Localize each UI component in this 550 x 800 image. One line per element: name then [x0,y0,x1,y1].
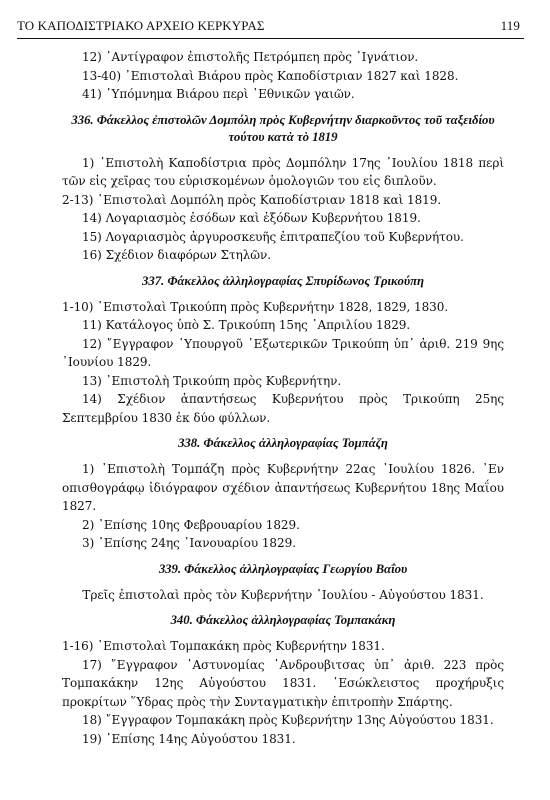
list-item: 11) Κατάλογος ὑπὸ Σ. Τρικούπη 15ης ᾿Απριλίου 1829. [82,318,411,332]
list-item: 15) Λογαριασμὸς ἀργυροσκευῆς ἐπιτραπεζίου τοῦ Κυβερνήτου. [82,229,464,244]
list-item: 12) ῎Εγγραφον ῾Υπουργοῦ ᾿Εξωτερικῶν Τρικούπη ὑπ᾿ ἀριθ. 219 9ης ᾿Ιουνίου 1829. [62,336,504,369]
list-item: 18) ῎Εγγραφον Τομπακάκη πρὸς Κυβερνήτην 13ης Αὐγούστου 1831. [82,713,494,727]
page-number: 119 [500,18,520,33]
list-item: 1-10) ᾿Επιστολαὶ Τρικούπη πρὸς Κυβερνήτην 1828, 1829, 1830. [62,299,449,314]
list-item: 2-13) ᾿Επιστολαὶ Δομπόλη πρὸς Καποδίστριαν 1818 καὶ 1819. [62,192,442,207]
list-item: 19) ᾿Επίσης 14ης Αὐγούστου 1831. [82,731,296,746]
list-item: 16) Σχέδιον διαφόρων Στηλῶν. [82,248,272,262]
folder-heading: 338. Φάκελλος ἀλληλογραφίας Τομπάζη [178,436,388,450]
list-item: 14) Σχέδιον ἀπαντήσεως Κυβερνήτου πρὸς Τρικούπη 25ης Σεπτεμβρίου 1830 ἐκ δύο φύλλων. [62,392,504,425]
list-item: Τρεῖς ἐπιστολαὶ πρὸς τὸν Κυβερνήτην ᾿Ιουλίου - Αὐγούστου 1831. [82,587,484,602]
list-item: 41) ῾Υπόμνημα Βιάρου περὶ ᾿Εθνικῶν γαιῶν. [82,87,355,101]
running-title: ΤΟ ΚΑΠΟΔΙΣΤΡΙΑΚΟ ΑΡΧΕΙΟ ΚΕΡΚΥΡΑΣ [17,18,265,33]
page-body [62,48,504,748]
list-item: 13) ᾿Επιστολὴ Τρικούπη πρὸς Κυβερνήτην. [82,373,342,388]
folder-heading: 337. Φάκελλος ἀλληλογραφίας Σπυρίδωνος Τρικούπη [142,273,424,288]
list-item: 12) ᾿Αντίγραφον ἐπιστολῆς Πετρόμπεη πρὸς ᾿Ιγνάτιον. [82,50,419,64]
running-header [17,8,524,39]
list-item: 1) ᾿Επιστολὴ Καποδίστρια πρὸς Δομπόλην 17ης ᾿Ιουλίου 1818 περὶ τῶν εἰς χεῖρας του εὑρισκομένων ὁμολογιῶν του εἰς διπλοῦν. [62,155,504,188]
list-item: 13-40) ᾿Επιστολαὶ Βιάρου πρὸς Καποδίστριαν 1827 καὶ 1828. [82,68,459,83]
list-item: 3) ᾿Επίσης 24ης ᾿Ιανουαρίου 1829. [82,536,296,550]
folder-heading: 340. Φάκελλος ἀλληλογραφίας Τομπακάκη [170,613,396,627]
list-item: 2) ᾿Επίσης 10ης Φεβρουαρίου 1829. [82,517,300,532]
list-item: 14) Λογαριασμὸς ἐσόδων καὶ ἐξόδων Κυβερνήτου 1819. [82,211,421,225]
list-item: 1-16) ᾿Επιστολαὶ Τομπακάκη πρὸς Κυβερνήτην 1831. [62,639,385,653]
folder-heading: 339. Φάκελλος ἀλληλογραφίας Γεωργίου Βαΐου [158,561,408,576]
list-item: 17) ῎Εγγραφον ᾿Αστυνομίας ᾿Ανδρουβιτσας ὑπ᾿ ἀριθ. 223 πρὸς Τομπακάκην 12ης Αὐγούστου 1831. ᾿Εσώκλειστος προχήρυξις προκρίτων ῞Υδρας πρὸς τὴν Συνταγματικὴν ἐπιτροπὴν Σπάρτης. [62,657,504,709]
folder-heading: 336. Φάκελλος ἐπιστολῶν Δομπόλη πρὸς Κυβερνήτην διαρκοῦντος τοῦ ταξειδίου τούτου κατὰ τὸ 1819 [71,112,495,144]
list-item: 1) ᾿Επιστολὴ Τομπάζη πρὸς Κυβερνήτην 22ας ᾿Ιουλίου 1826. ᾿Εν οπισθογράφῳ ἰδιόγραφον σχέδιον ἀπαντήσεως Κυβερνήτου 18ης Μαΐου 1827. [62,462,504,513]
